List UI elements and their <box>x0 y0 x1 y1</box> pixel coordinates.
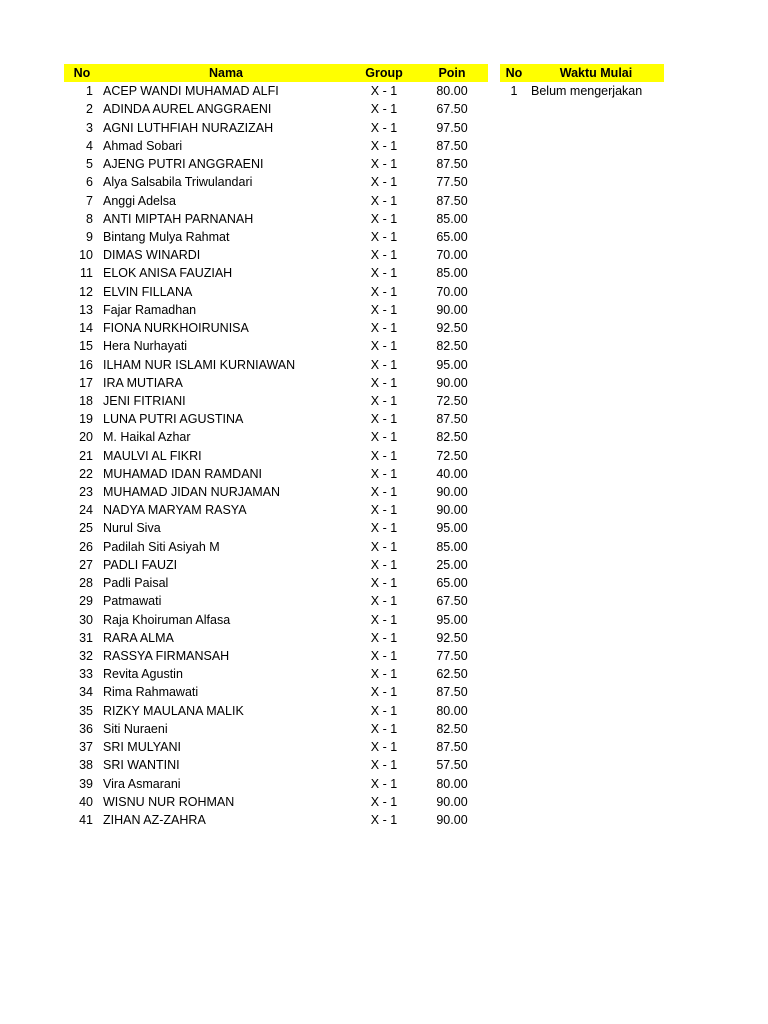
cell-group: X - 1 <box>370 229 398 244</box>
table-row <box>64 811 488 829</box>
table-row <box>64 720 488 738</box>
cell-nama: WISNU NUR ROHMAN <box>103 794 235 809</box>
cell-no: 25 <box>79 521 93 536</box>
table-row <box>64 629 488 647</box>
cell-nama: PADLI FAUZI <box>103 557 178 572</box>
cell-no: 1 <box>86 84 93 99</box>
table-row <box>64 119 488 137</box>
cell-poin: 77.50 <box>436 175 468 190</box>
cell-no: 8 <box>86 211 93 226</box>
cell-no: 35 <box>79 703 93 718</box>
cell-no: 18 <box>79 393 93 408</box>
cell-nama: ADINDA AUREL ANGGRAENI <box>103 102 272 117</box>
cell-no: 3 <box>86 120 93 135</box>
cell-group: X - 1 <box>370 740 398 755</box>
table-row <box>64 100 488 118</box>
cell-no: 31 <box>79 630 93 645</box>
cell-nama: RASSYA FIRMANSAH <box>103 649 230 663</box>
cell-no: 23 <box>79 485 93 500</box>
cell-no: 4 <box>86 138 93 153</box>
cell-poin: 80.00 <box>436 84 468 99</box>
cell-no: 36 <box>79 721 93 736</box>
cell-nama: ELOK ANISA FAUZIAH <box>103 266 233 281</box>
cell-nama: ACEP WANDI MUHAMAD ALFI <box>103 84 279 99</box>
cell-group: X - 1 <box>370 84 398 99</box>
cell-group: X - 1 <box>370 503 398 518</box>
cell-no: 32 <box>79 649 93 663</box>
cell-nama: Vira Asmarani <box>103 776 181 791</box>
cell-poin: 92.50 <box>436 630 468 645</box>
cell-nama: RIZKY MAULANA MALIK <box>103 703 244 718</box>
cell-no: 40 <box>79 794 93 809</box>
cell-group: X - 1 <box>370 193 398 208</box>
cell-poin: 80.00 <box>436 703 468 718</box>
cell-no: 14 <box>79 321 93 336</box>
cell-group: X - 1 <box>370 284 398 299</box>
cell-nama: SRI MULYANI <box>103 740 182 755</box>
cell-poin: 90.00 <box>436 503 468 518</box>
table-row <box>64 192 488 210</box>
cell-nama: MUHAMAD IDAN RAMDANI <box>103 466 263 481</box>
cell-group: X - 1 <box>370 302 398 317</box>
cell-nama: NADYA MARYAM RASYA <box>103 503 247 518</box>
cell-poin: 85.00 <box>436 211 468 226</box>
cell-poin: 82.50 <box>436 339 468 354</box>
cell-group: X - 1 <box>370 649 398 663</box>
cell-group: X - 1 <box>370 539 398 554</box>
cell-poin: 90.00 <box>436 302 468 317</box>
cell-poin: 25.00 <box>436 557 468 572</box>
cell-no: 26 <box>79 539 93 554</box>
cell-no: 13 <box>79 302 93 317</box>
cell-waktu-mulai: Belum mengerjakan <box>531 84 643 99</box>
cell-no: 10 <box>79 248 93 263</box>
cell-no: 9 <box>86 229 93 244</box>
table-row <box>64 264 488 282</box>
cell-group: X - 1 <box>370 357 398 372</box>
cell-poin: 95.00 <box>436 521 468 536</box>
cell-group: X - 1 <box>370 138 398 153</box>
cell-group: X - 1 <box>370 721 398 736</box>
cell-no: 17 <box>79 375 93 390</box>
cell-no: 21 <box>79 448 93 463</box>
cell-nama: RARA ALMA <box>103 630 174 645</box>
table-row <box>64 738 488 756</box>
table-row <box>64 665 488 683</box>
table-row <box>64 155 488 173</box>
cell-nama: ELVIN FILLANA <box>103 284 193 299</box>
cell-poin: 82.50 <box>436 430 468 445</box>
cell-nama: SRI WANTINI <box>103 758 180 773</box>
cell-group: X - 1 <box>370 175 398 190</box>
cell-nama: Patmawati <box>103 594 162 609</box>
table-row <box>64 283 488 301</box>
cell-group: X - 1 <box>370 812 398 827</box>
cell-nama: MUHAMAD JIDAN NURJAMAN <box>103 485 281 500</box>
cell-group: X - 1 <box>370 211 398 226</box>
cell-group: X - 1 <box>370 339 398 354</box>
cell-nama: M. Haikal Azhar <box>103 430 191 445</box>
table-row <box>64 410 488 428</box>
cell-no: 28 <box>79 576 93 591</box>
cell-poin: 87.50 <box>436 138 468 153</box>
table-row <box>64 374 488 392</box>
table-row <box>64 301 488 319</box>
cell-poin: 77.50 <box>436 649 468 663</box>
cell-group: X - 1 <box>370 430 398 445</box>
cell-poin: 87.50 <box>436 412 468 427</box>
table-row <box>64 447 488 465</box>
cell-no: 34 <box>79 685 93 700</box>
table-row <box>64 137 488 155</box>
cell-nama: Anggi Adelsa <box>103 193 176 208</box>
table-row <box>64 210 488 228</box>
cell-nama: IRA MUTIARA <box>103 375 183 390</box>
table-row <box>64 173 488 191</box>
cell-nama: ILHAM NUR ISLAMI KURNIAWAN <box>103 357 296 372</box>
cell-group: X - 1 <box>370 248 398 263</box>
cell-no: 39 <box>79 776 93 791</box>
cell-group: X - 1 <box>370 448 398 463</box>
cell-group: X - 1 <box>370 375 398 390</box>
table-row <box>64 702 488 720</box>
cell-nama: Fajar Ramadhan <box>103 302 197 317</box>
cell-poin: 90.00 <box>436 485 468 500</box>
table-row <box>64 465 488 483</box>
cell-no: 19 <box>79 412 93 427</box>
table-row <box>64 611 488 629</box>
cell-nama: MAULVI AL FIKRI <box>103 448 202 463</box>
cell-poin: 90.00 <box>436 794 468 809</box>
cell-group: X - 1 <box>370 157 398 172</box>
cell-group: X - 1 <box>370 466 398 481</box>
cell-poin: 70.00 <box>436 248 468 263</box>
table-row <box>64 483 488 501</box>
table-row <box>64 246 488 264</box>
cell-poin: 82.50 <box>436 721 468 736</box>
scores-table <box>64 64 488 829</box>
cell-group: X - 1 <box>370 557 398 572</box>
header-nama: Nama <box>100 64 352 82</box>
cell-no: 41 <box>79 812 93 827</box>
cell-nama: ZIHAN AZ-ZAHRA <box>103 812 206 827</box>
cell-poin: 90.00 <box>436 375 468 390</box>
cell-nama: Rima Rahmawati <box>103 685 199 700</box>
cell-group: X - 1 <box>370 393 398 408</box>
cell-nama: Ahmad Sobari <box>103 138 183 153</box>
cell-no: 12 <box>79 284 93 299</box>
cell-poin: 72.50 <box>436 448 468 463</box>
cell-group: X - 1 <box>370 120 398 135</box>
cell-no: 11 <box>80 266 93 281</box>
cell-poin: 70.00 <box>436 284 468 299</box>
header-no-side: No <box>500 64 528 82</box>
cell-poin: 40.00 <box>436 466 468 481</box>
cell-no-side: 1 <box>510 84 518 99</box>
cell-nama: Revita Agustin <box>103 667 183 682</box>
cell-nama: Nurul Siva <box>103 521 161 536</box>
cell-no: 38 <box>79 758 93 773</box>
cell-no: 29 <box>79 594 93 609</box>
cell-nama: Padli Paisal <box>103 576 169 591</box>
cell-no: 24 <box>79 503 93 518</box>
cell-group: X - 1 <box>370 102 398 117</box>
cell-poin: 85.00 <box>436 539 468 554</box>
table-row <box>500 82 664 100</box>
cell-group: X - 1 <box>370 521 398 536</box>
cell-nama: JENI FITRIANI <box>103 393 186 408</box>
cell-group: X - 1 <box>370 794 398 809</box>
cell-nama: Siti Nuraeni <box>103 721 168 736</box>
cell-nama: AGNI LUTHFIAH NURAZIZAH <box>103 120 274 135</box>
cell-no: 22 <box>79 466 93 481</box>
cell-no: 7 <box>86 193 93 208</box>
cell-poin: 95.00 <box>436 612 468 627</box>
cell-no: 16 <box>79 357 93 372</box>
table-row <box>64 501 488 519</box>
cell-nama: ANTI MIPTAH PARNANAH <box>103 211 254 226</box>
cell-nama: Bintang Mulya Rahmat <box>103 229 230 244</box>
table-row <box>64 519 488 537</box>
cell-group: X - 1 <box>370 612 398 627</box>
cell-poin: 65.00 <box>436 229 468 244</box>
cell-group: X - 1 <box>370 485 398 500</box>
cell-poin: 62.50 <box>436 667 468 682</box>
cell-poin: 87.50 <box>436 157 468 172</box>
cell-poin: 95.00 <box>436 357 468 372</box>
cell-poin: 57.50 <box>436 758 468 773</box>
cell-no: 5 <box>86 157 93 172</box>
cell-nama: Raja Khoiruman Alfasa <box>103 612 231 627</box>
cell-group: X - 1 <box>370 266 398 281</box>
cell-nama: AJENG PUTRI ANGGRAENI <box>103 157 264 172</box>
table-row <box>64 428 488 446</box>
table-row <box>64 592 488 610</box>
cell-group: X - 1 <box>370 594 398 609</box>
table-row <box>64 228 488 246</box>
table-row <box>64 337 488 355</box>
cell-nama: LUNA PUTRI AGUSTINA <box>103 412 244 427</box>
cell-nama: Hera Nurhayati <box>103 339 188 354</box>
cell-group: X - 1 <box>370 776 398 791</box>
cell-group: X - 1 <box>370 758 398 773</box>
table-row <box>64 756 488 774</box>
table-row <box>64 319 488 337</box>
cell-poin: 65.00 <box>436 576 468 591</box>
cell-nama: FIONA NURKHOIRUNISA <box>103 321 249 336</box>
cell-group: X - 1 <box>370 412 398 427</box>
cell-group: X - 1 <box>370 630 398 645</box>
cell-poin: 87.50 <box>436 685 468 700</box>
header-group: Group <box>352 64 416 82</box>
header-waktu-mulai: Waktu Mulai <box>528 64 664 82</box>
cell-poin: 80.00 <box>436 776 468 791</box>
start-time-header-row <box>500 64 664 82</box>
cell-poin: 90.00 <box>436 812 468 827</box>
header-no: No <box>64 64 100 82</box>
cell-no: 27 <box>79 557 93 572</box>
cell-poin: 72.50 <box>436 393 468 408</box>
cell-nama: Padilah Siti Asiyah M <box>103 539 220 554</box>
scores-header-row <box>64 64 488 82</box>
table-row <box>64 556 488 574</box>
table-row <box>64 356 488 374</box>
cell-group: X - 1 <box>370 667 398 682</box>
cell-poin: 67.50 <box>436 594 468 609</box>
cell-poin: 67.50 <box>436 102 468 117</box>
table-row <box>64 82 488 100</box>
cell-group: X - 1 <box>370 321 398 336</box>
cell-no: 2 <box>86 102 93 117</box>
table-row <box>64 683 488 701</box>
cell-no: 37 <box>79 740 93 755</box>
cell-no: 6 <box>86 175 93 190</box>
table-row <box>64 392 488 410</box>
table-row <box>64 793 488 811</box>
cell-nama: DIMAS WINARDI <box>103 248 201 263</box>
cell-group: X - 1 <box>370 703 398 718</box>
cell-poin: 85.00 <box>436 266 468 281</box>
cell-no: 15 <box>79 339 93 354</box>
start-time-table <box>500 64 664 100</box>
table-row <box>64 647 488 665</box>
cell-poin: 97.50 <box>436 120 468 135</box>
table-row <box>64 574 488 592</box>
cell-no: 30 <box>79 612 93 627</box>
cell-group: X - 1 <box>370 576 398 591</box>
cell-poin: 87.50 <box>436 740 468 755</box>
cell-poin: 92.50 <box>436 321 468 336</box>
cell-no: 33 <box>79 667 93 682</box>
cell-no: 20 <box>79 430 93 445</box>
cell-group: X - 1 <box>370 685 398 700</box>
cell-nama: Alya Salsabila Triwulandari <box>103 175 253 190</box>
header-poin: Poin <box>416 64 488 82</box>
table-row <box>64 775 488 793</box>
cell-poin: 87.50 <box>436 193 468 208</box>
table-row <box>64 538 488 556</box>
